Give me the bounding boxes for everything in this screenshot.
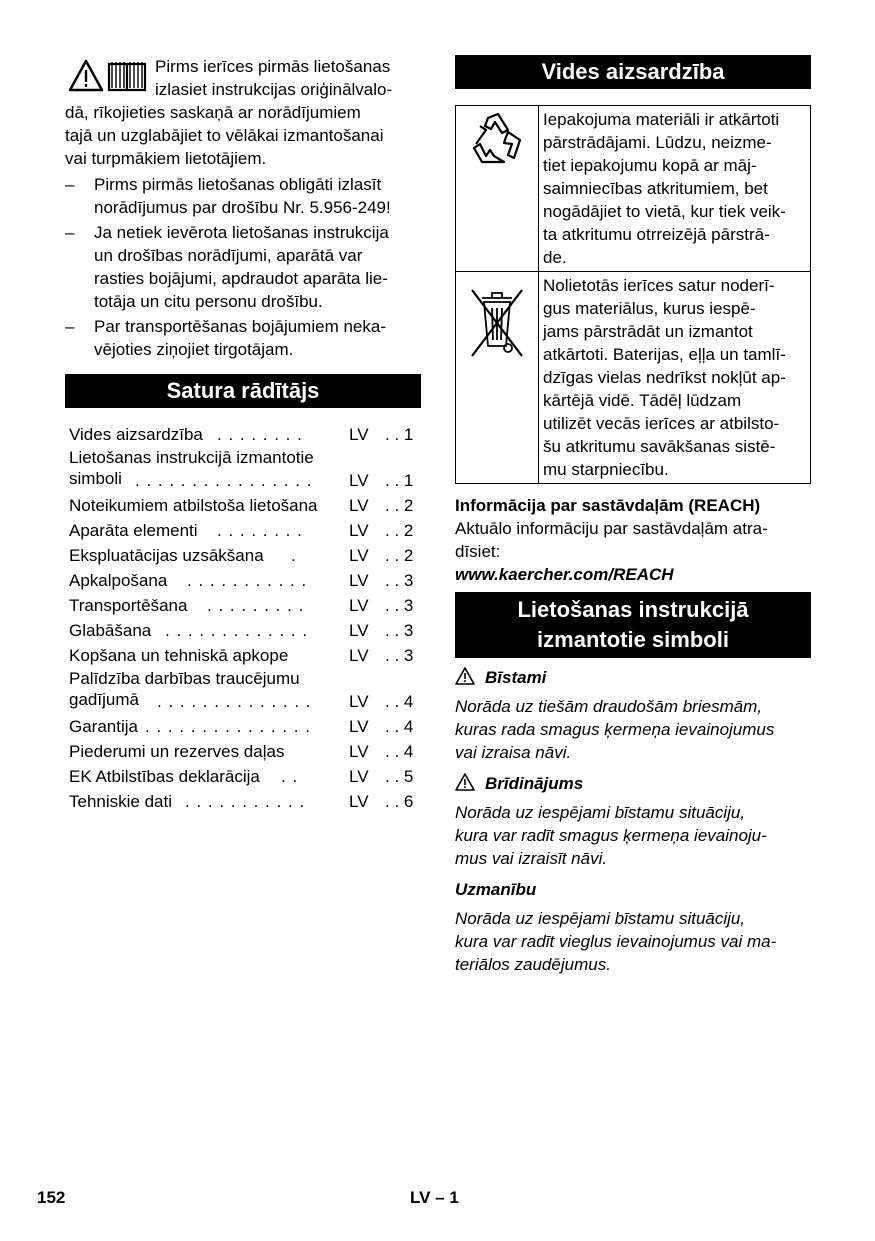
- reach-link[interactable]: www.kaercher.com/REACH: [455, 565, 674, 584]
- symbol-description: Norāda uz iespējami bīstamu situāciju, kura var radīt smagus ķermeņa ievainoju- mus vai izraisīt nāvi.: [455, 803, 767, 868]
- toc-entry[interactable]: Piederumi un rezerves daļas LV . . 4: [69, 742, 414, 761]
- symbols-heading: Lietošanas instrukcijā izmantotie simboli: [455, 592, 811, 658]
- symbol-warning: [455, 772, 811, 870]
- list-item: – Ja netiek ievērota lietošanas instrukcija un drošības norādījumi, aparātā var rasties bojājumi, apdraudot aparāta lie- totāja un citu personu drošību.: [65, 223, 389, 311]
- symbol-title: Brīdinājums: [485, 774, 584, 793]
- right-column: [455, 55, 811, 976]
- list-item: – Par transportēšanas bojājumiem neka- vējoties ziņojiet tirgotājam.: [65, 317, 386, 359]
- toc-entry[interactable]: Vides aizsardzība . . . . . . . . LV . . 1: [69, 425, 414, 444]
- intro-line-1: Pirms ierīces pirmās lietošanas: [155, 57, 391, 76]
- warning-icon: [455, 773, 475, 791]
- toc-entry[interactable]: Aparāta elementi . . . . . . . . LV . . 2: [69, 521, 414, 540]
- toc-entry[interactable]: Garantija . . . . . . . . . . . . . . . LV . . 4: [69, 717, 414, 736]
- crossed-bin-icon: [464, 276, 530, 366]
- toc-entry[interactable]: Lietošanas instrukcijā izmantotie simboli . . . . . . . . . . . . . . . . LV . . 1: [69, 448, 414, 490]
- intro-paragraph: dā, rīkojieties saskaņā ar norādījumiem tajā un uzglabājiet to vēlākai izmantošanai vai turpmākiem lietotājiem.: [65, 103, 384, 168]
- recycling-icon: [464, 110, 530, 176]
- symbol-danger: [455, 666, 811, 764]
- page-number: 152: [37, 1188, 66, 1207]
- intro-header: [65, 55, 421, 101]
- list-item: – Pirms pirmās lietošanas obligāti izlasīt norādījumus par drošību Nr. 5.956-249!: [65, 175, 391, 217]
- toc-entry[interactable]: Transportēšana . . . . . . . . . LV . . 3: [69, 596, 414, 615]
- toc-heading: Satura rādītājs: [65, 374, 421, 408]
- toc-entry[interactable]: Apkalpošana . . . . . . . . . . . LV . . 3: [69, 571, 414, 590]
- environment-heading: Vides aizsardzība: [455, 55, 811, 89]
- table-row: [456, 106, 811, 272]
- toc-entry[interactable]: Ekspluatācijas uzsākšana . LV . . 2: [69, 546, 414, 565]
- warning-icon: [455, 667, 475, 685]
- toc-entry[interactable]: Glabāšana . . . . . . . . . . . . . LV . . 3: [69, 621, 414, 640]
- table-of-contents: [65, 422, 421, 814]
- toc-entry[interactable]: Kopšana un tehniskā apkope LV . . 3: [69, 646, 414, 665]
- symbol-title: Uzmanību: [455, 880, 537, 899]
- warning-book-icon: [69, 59, 151, 93]
- symbol-title: Bīstami: [485, 668, 547, 687]
- symbol-description: Norāda uz iespējami bīstamu situāciju, kura var radīt vieglus ievainojumus vai ma- teriālos zaudējumus.: [455, 909, 777, 974]
- toc-entry[interactable]: EK Atbilstības deklarācija . . LV . . 5: [69, 767, 414, 786]
- toc-entry[interactable]: Tehniskie dati . . . . . . . . . . . LV . . 6: [69, 792, 414, 811]
- recycling-text: Iepakojuma materiāli ir atkārtoti pārstrādājami. Lūdzu, neizme- tiet iepakojumu kopā ar māj- saimniecības atkritumiem, bet nogādājiet to vietā, kur tiek veik- ta atkritumu otrreizējā pārstrā- de.: [539, 106, 811, 272]
- environment-table: [455, 105, 811, 484]
- intro-bullet-list: [65, 173, 421, 361]
- reach-title: Informācija par sastāvdaļām (REACH): [455, 496, 761, 515]
- toc-entry[interactable]: Palīdzība darbības traucējumu gadījumā . . . . . . . . . . . . . . LV . . 4: [69, 669, 414, 711]
- footer-label: LV – 1: [410, 1188, 459, 1207]
- disposal-text: Nolietotās ierīces satur noderī- gus materiālus, kurus iespē- jams pārstrādāt un izmantot atkārtoti. Baterijas, eļļa un tamlī- dzīgas vielas nedrīkst nokļūt ap- kārtējā vidē. Tādēļ lūdzam utilizēt vecās ierīces ar atbilsto- šu atkritumu savākšanas sistē- mu starpniecību.: [539, 272, 811, 484]
- reach-text: Aktuālo informāciju par sastāvdaļām atra- dīsiet:: [455, 519, 768, 561]
- symbol-caution: [455, 878, 811, 976]
- toc-entry[interactable]: Noteikumiem atbilstoša lietošana LV . . 2: [69, 496, 414, 515]
- table-row: [456, 272, 811, 484]
- intro-line-2: izlasiet instrukcijas oriģinālvalo-: [155, 80, 393, 99]
- symbol-description: Norāda uz tiešām draudošām briesmām, kuras rada smagus ķermeņa ievainojumus vai izraisa nāvi.: [455, 697, 775, 762]
- left-column: [65, 55, 421, 814]
